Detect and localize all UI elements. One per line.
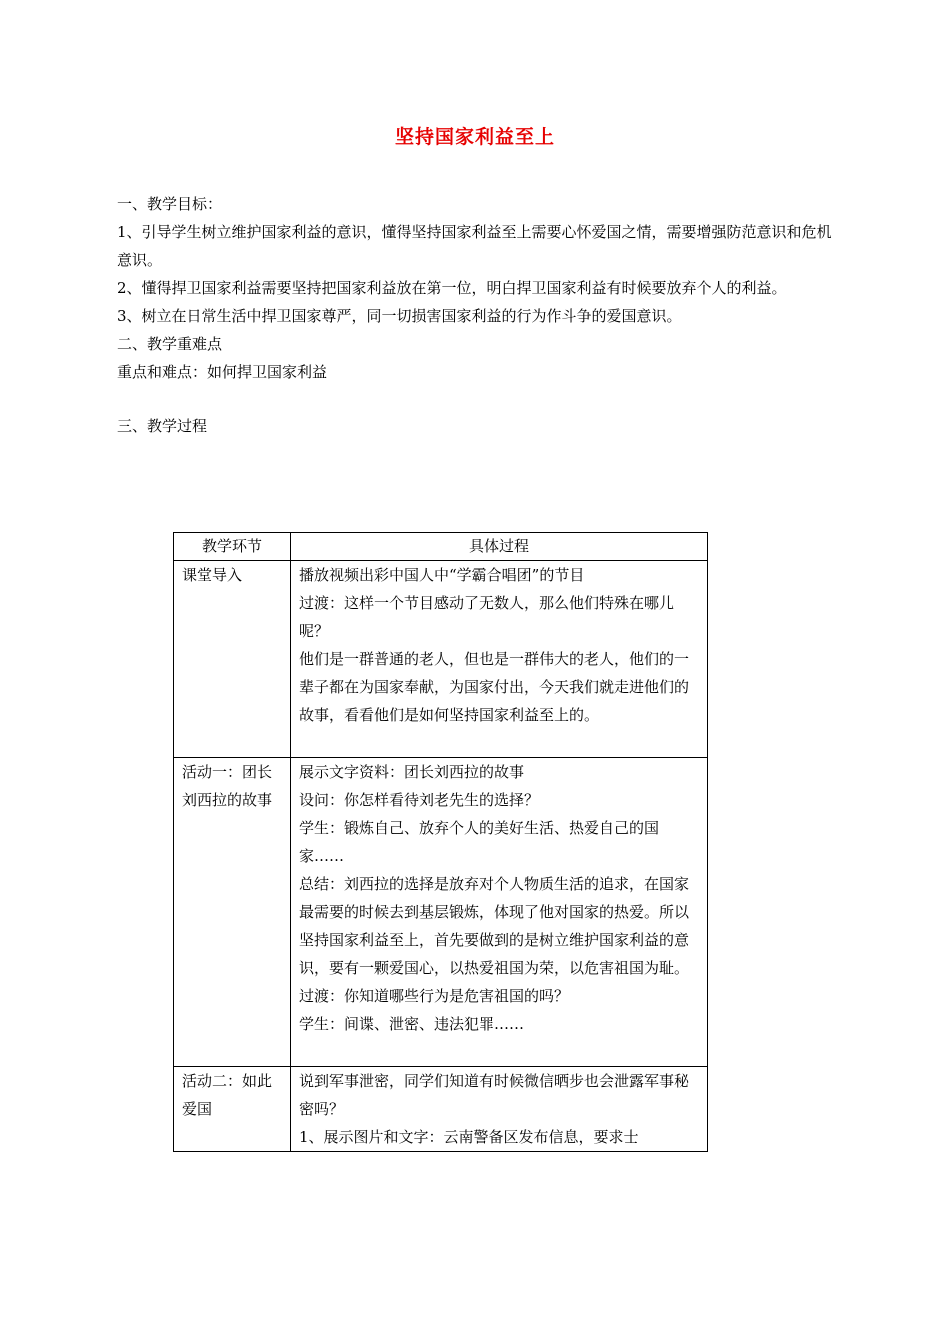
process-line: 播放视频出彩中国人中“学霸合唱团”的节目 [299,566,585,584]
document-body [117,190,837,440]
process-line: 总结：刘西拉的选择是放弃对个人物质生活的追求，在国家最需要的时候去到基层锻炼，体现了他对国家的热爱。所以坚持国家利益至上，首先要做到的是树立维护国家利益的意识，要有一颗爱国心，以热爱祖国为荣，以危害祖国为耻。 [299,875,690,977]
lesson-process-table [173,532,708,1152]
process-line: 展示文字资料：团长刘西拉的故事 [299,763,525,781]
difficulty-text: 重点和难点：如何捍卫国家利益 [117,363,328,381]
section-heading-difficulty: 二、教学重难点 [117,335,223,353]
process-cell [291,561,708,758]
process-line: 他们是一群普通的老人，但也是一群伟大的老人，他们的一辈子都在为国家奉献，为国家付出，今天我们就走进他们的故事，看看他们是如何坚持国家利益至上的。 [299,650,690,724]
process-line: 过渡：这样一个节目感动了无数人，那么他们特殊在哪儿呢？ [299,594,675,640]
section-heading-process: 三、教学过程 [117,417,208,435]
goal-item-1: 1、引导学生树立维护国家利益的意识，懂得坚持国家利益至上需要心怀爱国之情，需要增强防范意识和危机意识。 [117,223,832,269]
table-header-row [174,533,708,561]
goal-item-2: 2、懂得捍卫国家利益需要坚持把国家利益放在第一位，明白捍卫国家利益有时候要放弃个人的利益。 [117,279,787,297]
process-cell [291,1067,708,1152]
header-stage: 教学环节 [174,533,291,561]
stage-cell: 活动一：团长刘西拉的故事 [174,758,291,1067]
process-line: 过渡：你知道哪些行为是危害祖国的吗？ [299,987,570,1005]
process-line: 说到军事泄密，同学们知道有时候微信晒步也会泄露军事秘密吗？ [299,1072,690,1118]
goal-item-3: 3、树立在日常生活中捍卫国家尊严，同一切损害国家利益的行为作斗争的爱国意识。 [117,307,682,325]
spacer [117,386,837,412]
cell-spacer [299,1038,699,1066]
table-row [174,758,708,1067]
process-cell [291,758,708,1067]
page-title: 坚持国家利益至上 [394,126,555,148]
process-line: 学生：间谍、泄密、违法犯罪…… [299,1015,525,1033]
process-line: 1、展示图片和文字：云南警备区发布信息，要求士 [299,1128,639,1146]
process-line: 学生：锻炼自己、放弃个人的美好生活、热爱自己的国家…… [299,819,660,865]
cell-spacer [299,729,699,757]
section-heading-goals: 一、教学目标： [117,195,223,213]
table-row [174,561,708,758]
process-line: 设问：你怎样看待刘老先生的选择？ [299,791,540,809]
stage-cell: 活动二：如此爱国 [174,1067,291,1152]
stage-cell: 课堂导入 [174,561,291,758]
table-row [174,1067,708,1152]
header-process: 具体过程 [291,533,708,561]
